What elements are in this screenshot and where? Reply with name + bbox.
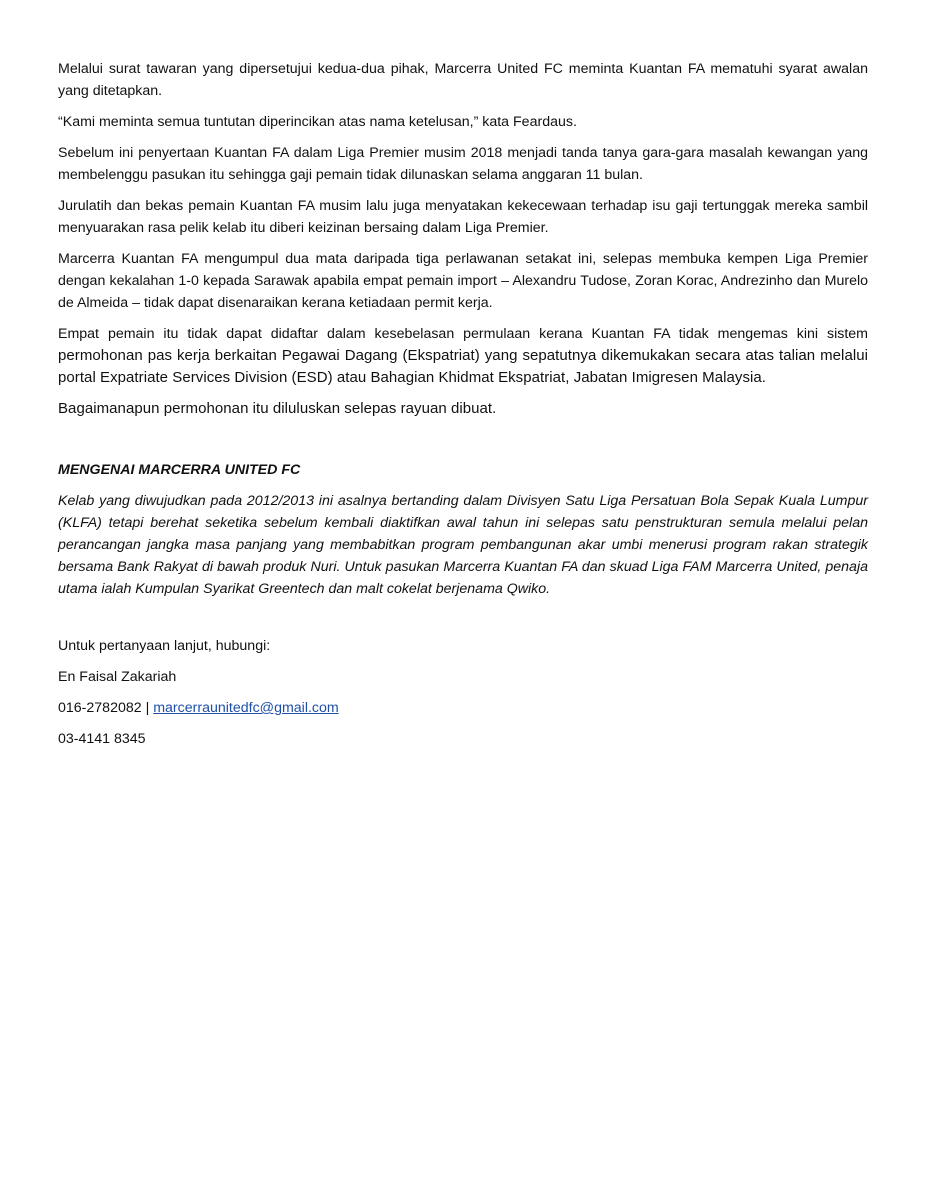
contact-email-link[interactable]: marcerraunitedfc@gmail.com bbox=[153, 700, 339, 716]
contact-intro: Untuk pertanyaan lanjut, hubungi: bbox=[58, 638, 271, 654]
paragraph-work-permit bbox=[58, 323, 868, 389]
contact-office-phone: 03-4141 8345 bbox=[58, 731, 146, 747]
section-spacer bbox=[58, 429, 868, 459]
paragraph-work-permit-start: Empat pemain itu tidak dapat didaftar dalam kesebelasan permulaan kerana Kuantan FA tidak mengemas kini sistem bbox=[58, 326, 868, 342]
paragraph-work-permit-end: permohonan pas kerja berkaitan Pegawai Dagang (Ekspatriat) yang sepatutnya dikemukakan secara atas talian melalui portal Expatriate Services Division (ESD) atau Bahagian Khidmat Ekspatriat, Jabatan Imigresen Malaysia. bbox=[58, 347, 868, 386]
contact-name: En Faisal Zakariah bbox=[58, 669, 177, 685]
contact-mobile: 016-2782082 bbox=[58, 700, 142, 716]
contact-mobile-email-line bbox=[58, 697, 868, 719]
paragraph-league-start: Marcerra Kuantan FA mengumpul dua mata daripada tiga perlawanan setakat ini, selepas membuka kempen Liga Premier dengan kekalahan 1-0 kepada Sarawak apabila empat pemain import – Alexandru Tudose, Zoran Korac, Andrezinho dan Murelo de Almeida – tidak dapat disenaraikan kerana ketiadaan permit kerja. bbox=[58, 251, 868, 311]
contact-spacer bbox=[58, 609, 868, 635]
paragraph-appeal: Bagaimanapun permohonan itu diluluskan selepas rayuan dibuat. bbox=[58, 400, 497, 417]
paragraph-coach-complaint: Jurulatih dan bekas pemain Kuantan FA musim lalu juga menyatakan kekecewaan terhadap isu gaji tertunggak mereka sambil menyuarakan rasa pelik kelab itu diberi keizinan bersaing dalam Liga Premier. bbox=[58, 198, 868, 236]
about-heading: MENGENAI MARCERRA UNITED FC bbox=[58, 462, 301, 478]
about-paragraph: Kelab yang diwujudkan pada 2012/2013 ini asalnya bertanding dalam Divisyen Satu Liga Persatuan Bola Sepak Kuala Lumpur (KLFA) tetapi berehat seketika sebelum kembali diaktifkan awal tahun ini selepas satu penstrukturan semula melalui pelan perancangan jangka masa panjang yang membabitkan program pembangunan akar umbi menerusi program rakan strategik bersama Bank Rakyat di bawah produk Nuri. Untuk pasukan Marcerra Kuantan FA dan skuad Liga FAM Marcerra United, penaja utama ialah Kumpulan Syarikat Greentech dan malt cokelat berjenama Qwiko. bbox=[58, 493, 868, 597]
document-page bbox=[58, 58, 868, 759]
contact-separator: | bbox=[141, 700, 154, 716]
paragraph-offer-letter: Melalui surat tawaran yang dipersetujui kedua-dua pihak, Marcerra United FC meminta Kuantan FA mematuhi syarat awalan yang ditetapkan. bbox=[58, 61, 868, 99]
paragraph-quote: “Kami meminta semua tuntutan diperincikan atas nama ketelusan,” kata Feardaus. bbox=[58, 114, 577, 130]
paragraph-finance-issue: Sebelum ini penyertaan Kuantan FA dalam Liga Premier musim 2018 menjadi tanda tanya gara-gara masalah kewangan yang membelenggu pasukan itu sehingga gaji pemain tidak dilunaskan selama anggaran 11 bulan. bbox=[58, 145, 868, 183]
